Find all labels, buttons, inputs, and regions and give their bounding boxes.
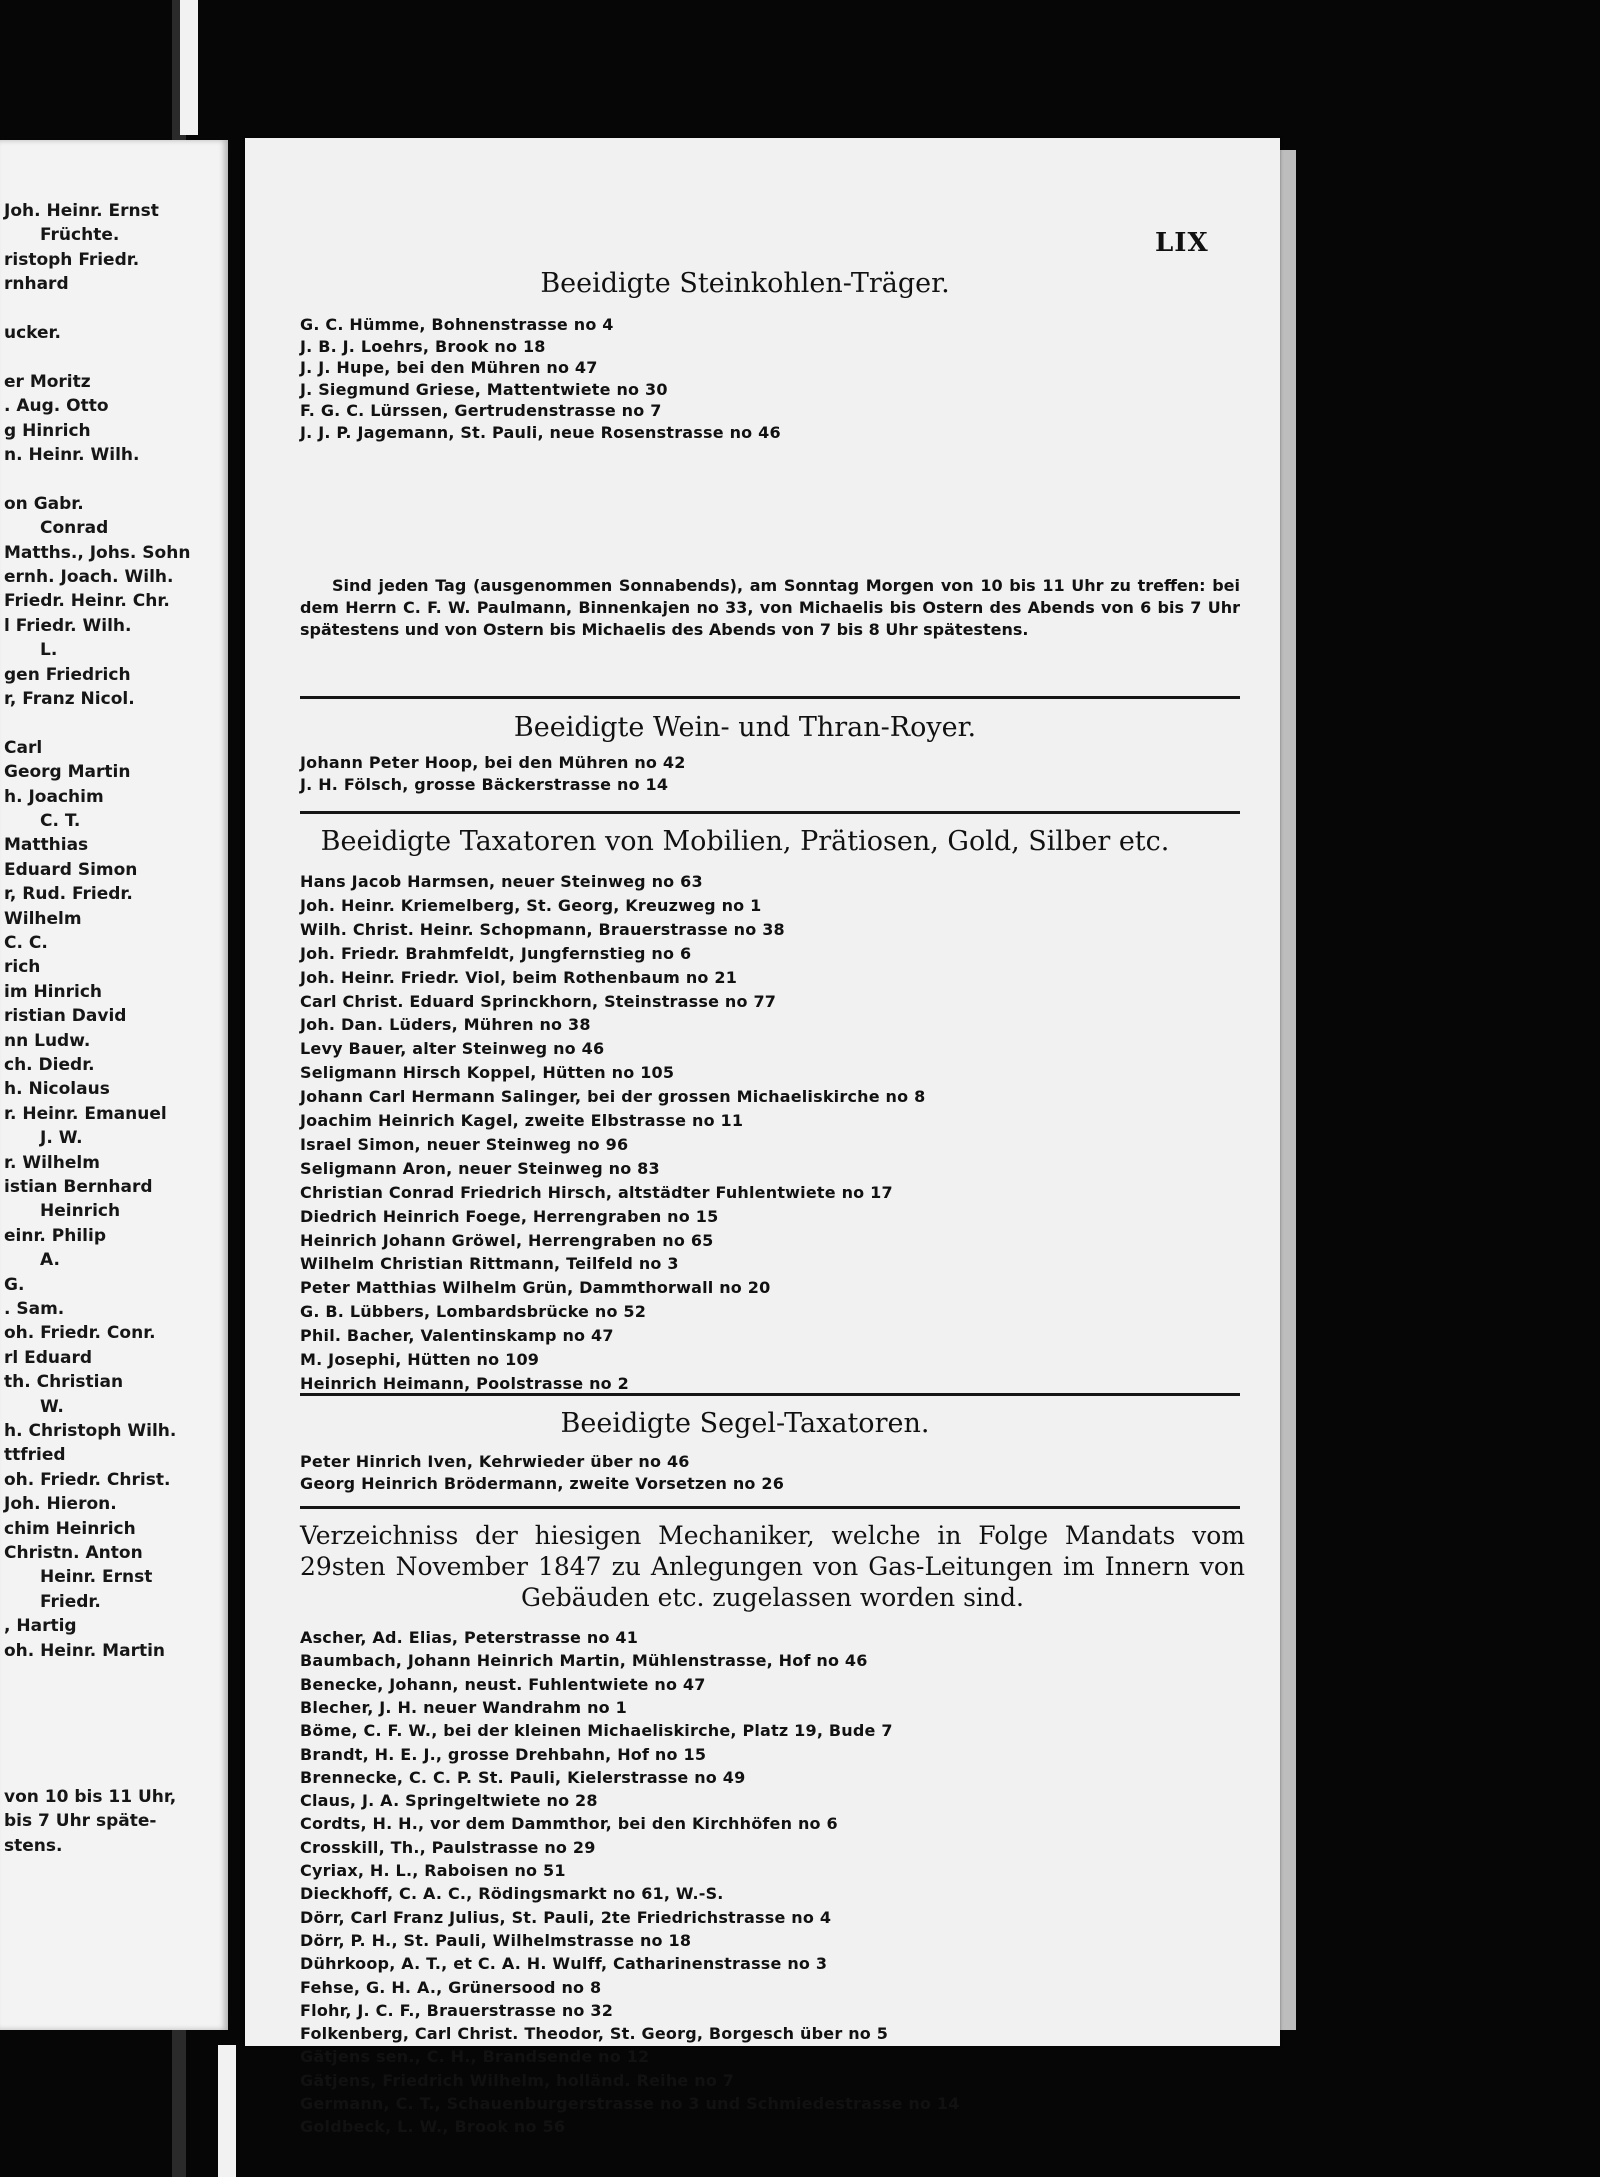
- taxatoren-entry: Heinrich Heimann, Poolstrasse no 2: [300, 1373, 629, 1393]
- left-page-line: . Aug. Otto: [4, 396, 109, 417]
- left-page-line: r, Franz Nicol.: [4, 689, 135, 709]
- taxatoren-entry: Israel Simon, neuer Steinweg no 96: [300, 1134, 629, 1154]
- mechaniker-entry: Claus, J. A. Springeltwiete no 28: [300, 1791, 598, 1811]
- left-page-line: ttfried: [4, 1445, 66, 1466]
- segel-entry: Peter Hinrich Iven, Kehrwieder über no 46: [300, 1452, 690, 1471]
- left-page-line: Joh. Heinr. Ernst: [4, 201, 159, 221]
- section-title-taxatoren: Beeidigte Taxatoren von Mobilien, Prätiosen, Gold, Silber etc.: [320, 826, 1170, 857]
- mechaniker-entry: Baumbach, Johann Heinrich Martin, Mühlenstrasse, Hof no 46: [300, 1651, 868, 1671]
- mechaniker-entry: Cyriax, H. L., Raboisen no 51: [300, 1861, 566, 1880]
- left-page-line: Früchte.: [40, 225, 120, 246]
- taxatoren-entry: G. B. Lübbers, Lombardsbrücke no 52: [300, 1302, 647, 1322]
- paper-strip-bottom: [218, 2045, 236, 2177]
- taxatoren-entry: Wilh. Christ. Heinr. Schopmann, Brauerstrasse no 38: [300, 919, 785, 939]
- taxatoren-entry: Carl Christ. Eduard Sprinckhorn, Steinstrasse no 77: [300, 991, 777, 1011]
- section-divider: [300, 811, 1240, 814]
- wein-entry: Johann Peter Hoop, bei den Mühren no 42: [300, 753, 686, 772]
- left-page-line: h. Nicolaus: [4, 1079, 110, 1100]
- mechaniker-entry: Ascher, Ad. Elias, Peterstrasse no 41: [300, 1628, 639, 1647]
- mechaniker-entry: Fehse, G. H. A., Grünersood no 8: [300, 1977, 602, 1997]
- section-title-mechaniker: Verzeichniss der hiesigen Mechaniker, welche in Folge Mandats vom 29sten November 1847 zu Anlegungen von Gas-Leitungen im Innern von Gebäuden etc. zugelassen worden sind.: [300, 1521, 1245, 1612]
- left-page-line: C. C.: [4, 933, 48, 953]
- left-page-line: ristian David: [4, 1006, 127, 1027]
- mechaniker-entry: Flohr, J. C. F., Brauerstrasse no 32: [300, 2000, 614, 2020]
- steinkohlen-note-text: Sind jeden Tag (ausgenommen Sonnabends), am Sonntag Morgen von 10 bis 11 Uhr zu treffen: bei dem Herrn C. F. W. Paulmann, Binnenkajen no 33, von Michaelis bis Ostern des Abends von 6 bis 7 Uhr spätestens und von Ostern bis Michaelis des Abends von 7 bis 8 Uhr spätestens.: [300, 576, 1240, 639]
- page-number: LIX: [1155, 228, 1209, 258]
- taxatoren-entry: Phil. Bacher, Valentinskamp no 47: [300, 1326, 614, 1346]
- left-page-line: r. Wilhelm: [4, 1152, 100, 1173]
- taxatoren-entry: Hans Jacob Harmsen, neuer Steinweg no 63: [300, 872, 703, 891]
- left-page-line: r, Rud. Friedr.: [4, 884, 133, 905]
- left-page-line: Friedr. Heinr. Chr.: [4, 591, 170, 612]
- left-page-line: er Moritz: [4, 371, 91, 392]
- left-page-line: bis 7 Uhr späte-: [4, 1811, 157, 1832]
- left-page-line: oh. Friedr. Christ.: [4, 1469, 171, 1490]
- taxatoren-entry: Christian Conrad Friedrich Hirsch, altstädter Fuhlentwiete no 17: [300, 1182, 893, 1202]
- left-page-line: Georg Martin: [4, 762, 131, 783]
- left-page-line: ch. Diedr.: [4, 1055, 95, 1075]
- left-page-line: Christn. Anton: [4, 1543, 143, 1563]
- mechaniker-entry: Crosskill, Th., Paulstrasse no 29: [300, 1837, 596, 1857]
- left-page-line: Joh. Hieron.: [4, 1494, 117, 1515]
- left-page-line: l Friedr. Wilh.: [4, 615, 132, 636]
- mechaniker-entry: Benecke, Johann, neust. Fuhlentwiete no 47: [300, 1674, 706, 1694]
- mechaniker-entry: Dührkoop, A. T., et C. A. H. Wulff, Catharinenstrasse no 3: [300, 1954, 828, 1974]
- taxatoren-entry: Joachim Heinrich Kagel, zweite Elbstrasse no 11: [300, 1111, 744, 1130]
- mechaniker-entry: Gätjens, Friedrich Wilhelm, holländ. Reihe no 7: [300, 2070, 735, 2090]
- left-page-line: istian Bernhard: [4, 1177, 153, 1197]
- left-page-line: G.: [4, 1274, 25, 1295]
- left-page-line: , Hartig: [4, 1616, 77, 1637]
- left-page-line: Friedr.: [40, 1591, 101, 1612]
- left-page-line: Matthias: [4, 835, 89, 856]
- steinkohlen-note: [300, 575, 1240, 641]
- left-page-line: h. Christoph Wilh.: [4, 1421, 177, 1441]
- left-page-line: th. Christian: [4, 1372, 124, 1393]
- left-page-line: J. W.: [40, 1128, 83, 1149]
- taxatoren-entry: Johann Carl Hermann Salinger, bei der grossen Michaeliskirche no 8: [300, 1087, 926, 1107]
- left-page-line: stens.: [4, 1835, 63, 1856]
- taxatoren-entry: Levy Bauer, alter Steinweg no 46: [300, 1039, 605, 1059]
- taxatoren-entry: Joh. Heinr. Friedr. Viol, beim Rothenbaum no 21: [300, 967, 738, 987]
- left-page-line: nn Ludw.: [4, 1030, 91, 1051]
- left-page-line: ucker.: [4, 323, 61, 343]
- left-page-line: chim Heinrich: [4, 1518, 136, 1539]
- left-page-line: n. Heinr. Wilh.: [4, 445, 140, 465]
- left-page-line: von 10 bis 11 Uhr,: [4, 1787, 177, 1807]
- mechaniker-entry: Blecher, J. H. neuer Wandrahm no 1: [300, 1697, 627, 1717]
- steinkohlen-entry: J. J. Hupe, bei den Mühren no 47: [300, 358, 598, 377]
- left-page-line: g Hinrich: [4, 420, 91, 441]
- taxatoren-entry: Seligmann Aron, neuer Steinweg no 83: [300, 1158, 660, 1178]
- left-page-line: Conrad: [40, 518, 109, 539]
- section-title-segel: Beeidigte Segel-Taxatoren.: [560, 1408, 930, 1439]
- left-facing-page: [0, 140, 228, 2030]
- steinkohlen-entry: J. J. P. Jagemann, St. Pauli, neue Rosenstrasse no 46: [300, 422, 781, 442]
- left-page-line: A.: [40, 1250, 60, 1271]
- taxatoren-entry: Seligmann Hirsch Koppel, Hütten no 105: [300, 1063, 675, 1083]
- left-page-line: oh. Friedr. Conr.: [4, 1323, 156, 1344]
- wein-entry: J. H. Fölsch, grosse Bäckerstrasse no 14: [300, 775, 669, 794]
- left-page-line: rnhard: [4, 274, 69, 295]
- segel-entry: Georg Heinrich Brödermann, zweite Vorsetzen no 26: [300, 1474, 785, 1493]
- left-page-line: Eduard Simon: [4, 859, 138, 880]
- taxatoren-entry: Joh. Dan. Lüders, Mühren no 38: [300, 1015, 591, 1035]
- steinkohlen-entry: J. B. J. Loehrs, Brook no 18: [300, 336, 546, 356]
- left-page-line: h. Joachim: [4, 786, 104, 807]
- left-page-line: rl Eduard: [4, 1347, 93, 1368]
- taxatoren-entry: Joh. Friedr. Brahmfeldt, Jungfernstieg no 6: [300, 943, 692, 963]
- mechaniker-entry: Brandt, H. E. J., grosse Drehbahn, Hof no 15: [300, 1744, 707, 1764]
- mechaniker-entry: Folkenberg, Carl Christ. Theodor, St. Georg, Borgesch über no 5: [300, 2024, 889, 2044]
- left-page-line: L.: [40, 640, 58, 661]
- taxatoren-entry: Peter Matthias Wilhelm Grün, Dammthorwall no 20: [300, 1278, 771, 1298]
- taxatoren-entry: Joh. Heinr. Kriemelberg, St. Georg, Kreuzweg no 1: [300, 895, 762, 915]
- left-page-line: rich: [4, 957, 41, 978]
- taxatoren-entry: Heinrich Johann Gröwel, Herrengraben no 65: [300, 1230, 714, 1250]
- section-title-steinkohlen: Beeidigte Steinkohlen-Träger.: [540, 268, 950, 299]
- mechaniker-entry: Dörr, Carl Franz Julius, St. Pauli, 2te Friedrichstrasse no 4: [300, 1907, 832, 1927]
- section-divider: [300, 1393, 1240, 1396]
- left-page-line: r. Heinr. Emanuel: [4, 1103, 167, 1124]
- taxatoren-entry: Diedrich Heinrich Foege, Herrengraben no 15: [300, 1206, 719, 1226]
- left-page-line: ernh. Joach. Wilh.: [4, 567, 174, 587]
- paper-strip-top: [180, 0, 198, 135]
- mechaniker-entry: Dörr, P. H., St. Pauli, Wilhelmstrasse no 18: [300, 1930, 692, 1950]
- left-page-line: . Sam.: [4, 1299, 65, 1319]
- section-divider: [300, 696, 1240, 699]
- left-page-line: im Hinrich: [4, 981, 103, 1002]
- taxatoren-entry: Wilhelm Christian Rittmann, Teilfeld no 3: [300, 1254, 679, 1274]
- section-title-wein: Beeidigte Wein- und Thran-Royer.: [513, 712, 977, 743]
- left-page-line: W.: [40, 1396, 64, 1417]
- left-page-line: Wilhelm: [4, 908, 82, 929]
- steinkohlen-entry: J. Siegmund Griese, Mattentwiete no 30: [300, 379, 668, 399]
- left-page-line: Heinr. Ernst: [40, 1567, 153, 1588]
- mechaniker-entry: Dieckhoff, C. A. C., Rödingsmarkt no 61, W.-S.: [300, 1884, 724, 1904]
- mechaniker-entry: Brennecke, C. C. P. St. Pauli, Kielerstrasse no 49: [300, 1767, 746, 1787]
- right-page: [245, 138, 1280, 2137]
- mechaniker-entry: Böme, C. F. W., bei der kleinen Michaeliskirche, Platz 19, Bude 7: [300, 1721, 893, 1741]
- mechaniker-entry: Goldbeck, L. W., Brook no 56: [300, 2117, 566, 2137]
- left-page-line: Carl: [4, 737, 43, 758]
- section-divider: [300, 1506, 1240, 1509]
- left-page-line: C. T.: [40, 811, 81, 831]
- steinkohlen-entry: F. G. C. Lürssen, Gertrudenstrasse no 7: [300, 401, 662, 420]
- page-edge-shadow: [1280, 150, 1296, 2030]
- left-page-line: oh. Heinr. Martin: [4, 1640, 166, 1661]
- mechaniker-entry: Germann, C. T., Schauenburgerstrasse no 3 und Schmiedestrasse no 14: [300, 2094, 960, 2113]
- left-page-line: gen Friedrich: [4, 664, 131, 685]
- left-page-line: Matths., Johs. Sohn: [4, 542, 191, 563]
- left-page-line: on Gabr.: [4, 493, 84, 514]
- taxatoren-entry: M. Josephi, Hütten no 109: [300, 1350, 540, 1369]
- left-page-line: Heinrich: [40, 1201, 121, 1222]
- mechaniker-entry: Cordts, H. H., vor dem Dammthor, bei den Kirchhöfen no 6: [300, 1814, 838, 1834]
- steinkohlen-entry: G. C. Hümme, Bohnenstrasse no 4: [300, 315, 614, 334]
- left-page-line: einr. Philip: [4, 1225, 107, 1246]
- mechaniker-entry: Gätjens sen., C. H., Brandsende no 12: [300, 2047, 650, 2067]
- left-page-line: ristoph Friedr.: [4, 249, 140, 270]
